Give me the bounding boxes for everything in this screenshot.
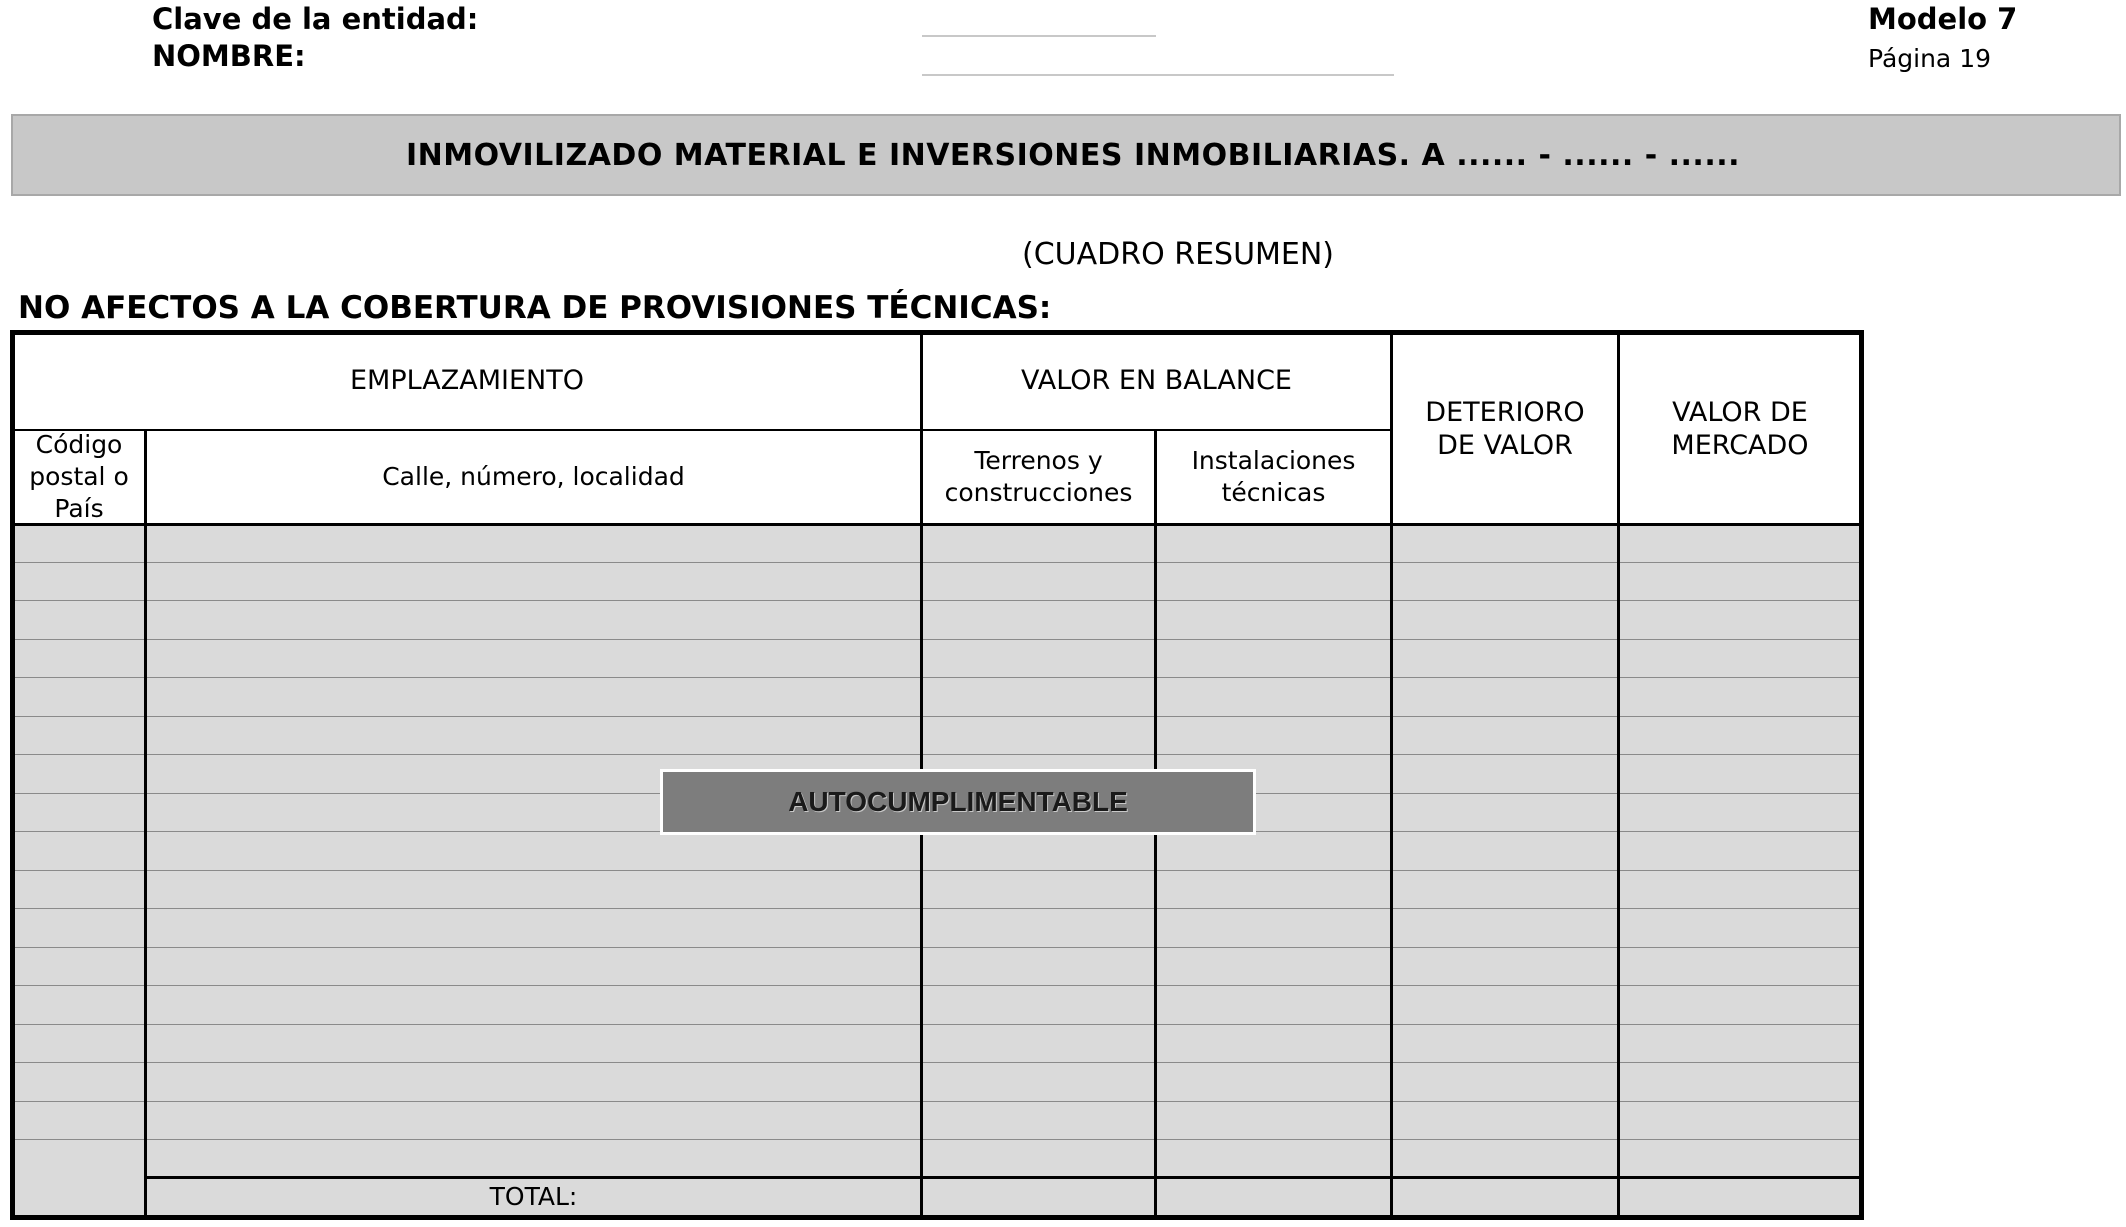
subtitle: (CUADRO RESUMEN) <box>1022 237 1335 272</box>
autocumplimentable-banner: AUTOCUMPLIMENTABLE <box>660 769 1256 835</box>
subcol-terrenos: Terrenos y construcciones <box>944 445 1133 507</box>
subcol-instalaciones: Instalaciones técnicas <box>1191 445 1356 507</box>
col-emplazamiento: EMPLAZAMIENTO <box>350 365 584 397</box>
clave-entidad-field[interactable] <box>922 35 1156 37</box>
col-deterioro-valor: DETERIORO DE VALOR <box>1425 397 1585 461</box>
clave-entidad-label: Clave de la entidad: <box>152 2 479 36</box>
nombre-field[interactable] <box>922 74 1394 76</box>
subcol-calle: Calle, número, localidad <box>382 461 685 491</box>
title-band <box>11 114 2121 196</box>
total-label: TOTAL: <box>489 1181 578 1211</box>
subcol-codigo-postal: Código postal o País <box>29 430 129 523</box>
col-valor-mercado: VALOR DE MERCADO <box>1671 397 1809 461</box>
page-number: Página 19 <box>1868 44 1992 73</box>
col-valor-balance: VALOR EN BALANCE <box>1021 365 1292 397</box>
page-title: INMOVILIZADO MATERIAL E INVERSIONES INMOBILIARIAS. A ...... - ...... - ...... <box>405 137 1741 173</box>
section-label: NO AFECTOS A LA COBERTURA DE PROVISIONES TÉCNICAS: <box>18 290 1052 326</box>
modelo-label: Modelo 7 <box>1868 2 2018 36</box>
nombre-label: NOMBRE: <box>152 39 306 73</box>
